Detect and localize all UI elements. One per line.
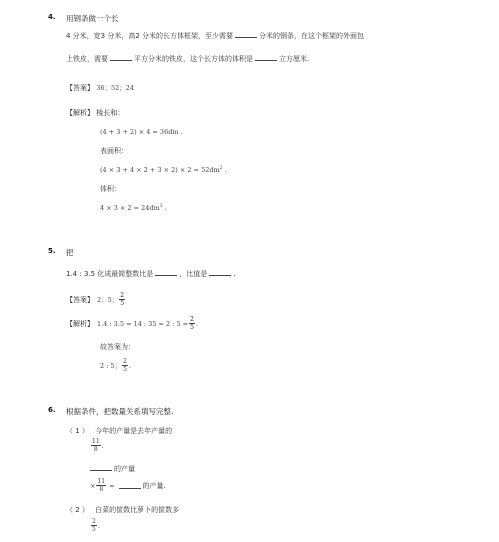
answer-row: [66, 83, 134, 93]
question-title: 把: [66, 248, 74, 257]
superscript: 3: [159, 204, 163, 209]
analysis-label: 【解析】: [66, 109, 94, 117]
question-title: 用钢条做一个长: [66, 14, 119, 23]
sub-question-label: （ 2 ）: [66, 506, 89, 514]
answer-blank: [235, 31, 257, 38]
calc-text: (4 × 3 + 4 × 2 + 3 × 2) × 2 = 52dm: [100, 166, 220, 175]
final-answer-value: 2 : 5；: [100, 362, 122, 370]
equation-line: [90, 478, 166, 493]
question-text-part: 4 分米，宽3 分米，高2 分米的长方体框架，至少需要: [66, 32, 234, 40]
calc-end: .: [128, 361, 131, 370]
final-answer: [100, 358, 131, 373]
sub-question-text: 今年的产量是去年产量的: [95, 427, 173, 435]
fraction-numerator: 2: [190, 316, 194, 323]
fraction-denominator: 5: [190, 324, 194, 331]
calc-line: [100, 204, 167, 212]
fraction: [189, 316, 195, 331]
calc-line: (4 + 3 + 2) × 4 = 36dm .: [100, 128, 183, 136]
analysis-text: 棱长和：: [96, 109, 125, 117]
section-label: 体积：: [100, 185, 121, 193]
fill-line: [90, 464, 135, 474]
question-text-part: 上铁皮，需要: [66, 55, 108, 63]
fraction-denominator: 8: [99, 486, 104, 493]
question-text-part: 立方厘米.: [279, 55, 310, 63]
question-text: [66, 54, 309, 64]
question-text-part: 分米的钢条，在这个框架的外面包: [259, 32, 365, 40]
question-text: [66, 31, 364, 41]
fraction-denominator: 8: [93, 446, 98, 453]
calc-end: .: [195, 319, 199, 328]
fraction-denominator: 5: [92, 526, 96, 533]
fraction-denominator: 5: [123, 366, 127, 373]
section-label: 表面积：: [100, 147, 128, 155]
question-text-part: 1.4 : 3.5 化成最简整数比是: [66, 270, 154, 278]
answer-label: 【答案】: [66, 295, 94, 304]
answer-row: [66, 292, 126, 307]
analysis-row: [66, 108, 124, 118]
sub-question-text: 白菜的筐数比萝卜的筐数多: [95, 506, 180, 514]
fraction-numerator: 2: [123, 358, 127, 365]
fraction: [91, 518, 97, 533]
answer-value: 2：5；: [97, 296, 119, 304]
answer-label: 【答案】: [66, 84, 94, 92]
fraction: [96, 478, 106, 493]
calc-text: 4 × 3 × 2 = 24dm: [100, 204, 160, 213]
calc-line: [100, 166, 227, 174]
question-text-part: .: [233, 270, 236, 278]
sub-question: [66, 426, 172, 436]
question-text-part: 平方分米的铁皮，这个长方体的体积是: [134, 55, 253, 63]
question-text: [66, 269, 236, 279]
answer-value: 36；52；24: [96, 84, 135, 92]
analysis-calc: 1.4 : 3.5 = 14 : 35 = 2 : 5 =: [97, 319, 189, 328]
superscript: 2: [219, 166, 223, 171]
equals-sign: =: [109, 481, 115, 490]
so-answer-label: 故答案为：: [100, 343, 135, 351]
fraction-numerator: 2: [120, 292, 125, 299]
fraction: [122, 358, 128, 373]
fill-text: 的产量.: [142, 481, 166, 490]
answer-blank: [90, 464, 112, 471]
question-title: 根据条件，把数量关系填写完整.: [66, 407, 174, 416]
analysis-row: [66, 316, 198, 331]
answer-blank: [209, 269, 231, 276]
fraction-end: .: [97, 521, 100, 530]
answer-blank: [155, 269, 177, 276]
calc-end: .: [222, 166, 227, 175]
answer-blank: [255, 54, 277, 61]
question-number: 6.: [48, 406, 56, 414]
fraction-numerator: 11: [97, 478, 106, 485]
calc-end: .: [162, 204, 167, 213]
fraction-numerator: 11: [92, 438, 100, 445]
sub-question: [66, 505, 179, 515]
fraction: [91, 438, 101, 453]
times-sign: ×: [90, 481, 96, 490]
question-text-part: ，比值是: [179, 270, 208, 278]
fraction-line: [90, 438, 104, 453]
question-number: 5.: [48, 247, 56, 255]
fraction-end: .: [101, 441, 104, 450]
question-number: 4.: [48, 13, 56, 21]
answer-blank: [110, 54, 132, 61]
fill-text: 的产量: [114, 465, 135, 473]
fraction-denominator: 5: [120, 300, 125, 307]
fraction: [119, 292, 125, 307]
fraction-line: [90, 518, 100, 533]
analysis-label: 【解析】: [66, 319, 94, 328]
answer-blank: [119, 482, 141, 489]
sub-question-label: （ 1 ）: [66, 427, 89, 435]
fraction-numerator: 2: [92, 518, 96, 525]
